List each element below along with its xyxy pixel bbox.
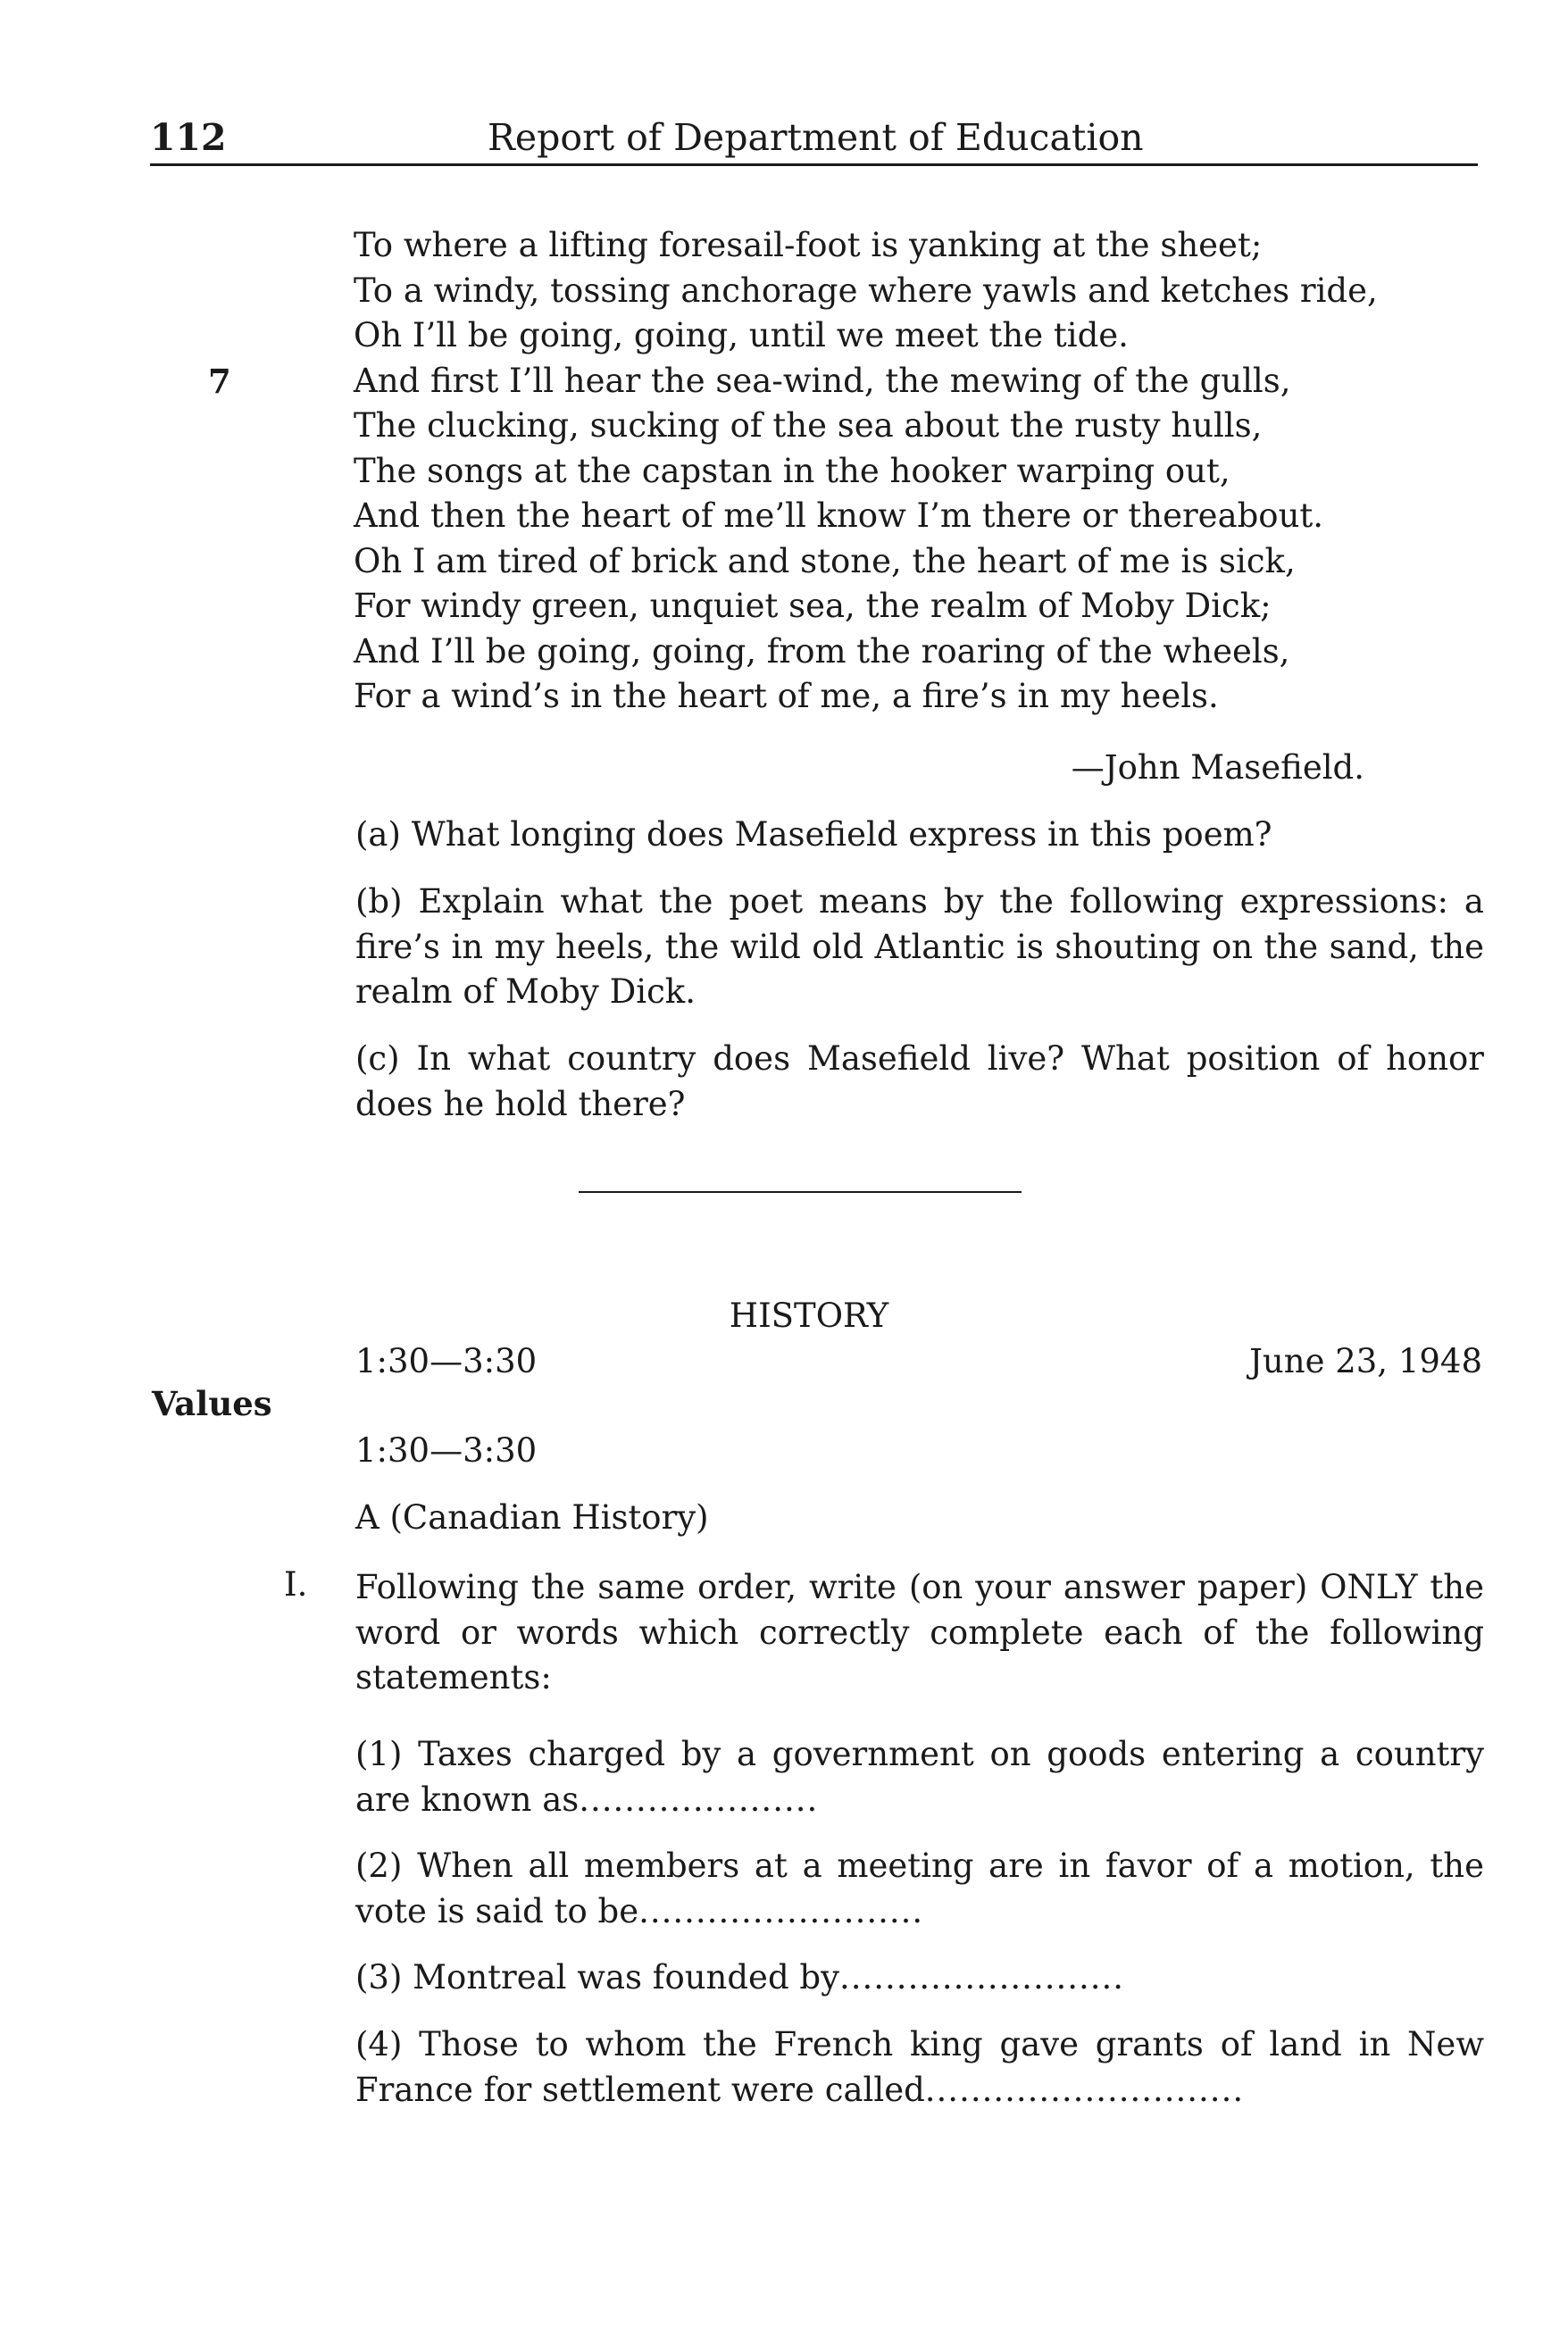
answer-blank: .................... <box>579 1780 807 1819</box>
section-divider <box>579 1191 1022 1193</box>
header-rule <box>150 163 1478 166</box>
answer-blank: ........................ <box>638 1891 913 1930</box>
question-instruction: Following the same order, write (on your answer paper) ONLY the word or words which correctly complete each of the following statements: <box>355 1568 1484 1697</box>
item-text: (4) Those to whom the French king gave grants of land in New France for settlement were called <box>355 2025 1484 2109</box>
poem-line: And then the heart of me’ll know I’m there or thereabout. <box>354 496 1324 535</box>
item-text: (1) Taxes charged by a government on goods entering a country are known as <box>355 1735 1484 1819</box>
poem-line: And first I’ll hear the sea-wind, the mewing of the gulls, <box>354 361 1291 400</box>
poem-line: And I’ll be going, going, from the roaring of the wheels, <box>354 631 1290 671</box>
answer-blank: ........................... <box>924 2070 1233 2109</box>
poem-attribution: —John Masefield. <box>1071 748 1364 787</box>
question-number: I. <box>284 1565 308 1604</box>
poem-line: Oh I am tired of brick and stone, the heart of me is sick, <box>354 541 1296 580</box>
section-title: HISTORY <box>729 1296 889 1335</box>
fill-in-item: (3) Montreal was founded by......................... <box>355 1958 1124 1997</box>
exam-time: 1:30—3:30 <box>355 1342 538 1380</box>
item-text: (2) When all members at a meeting are in favor of a motion, the vote is said to be <box>355 1847 1484 1930</box>
subsection-title: A (Canadian History) <box>355 1498 709 1537</box>
poem-line: For windy green, unquiet sea, the realm of Moby Dick; <box>354 587 1272 625</box>
stanza-number: 7 <box>208 362 231 401</box>
poem-line: The songs at the capstan in the hooker warping out, <box>354 451 1230 490</box>
exam-date: June 23, 1948 <box>1249 1342 1482 1380</box>
question-a: (a) What longing does Masefield express in this poem? <box>355 815 1272 854</box>
poem-line: To where a lifting foresail-foot is yanking at the sheet; <box>354 226 1263 264</box>
running-title: Report of Department of Education <box>488 116 1144 159</box>
item-text: (3) Montreal was founded by <box>355 1958 839 1997</box>
page-number: 112 <box>150 116 227 159</box>
values-label: Values <box>152 1384 272 1423</box>
fill-in-item: (2) When all members at a meeting are in favor of a motion, the vote is said to be......................... <box>355 1847 1484 1930</box>
poem-line: The clucking, sucking of the sea about the rusty hulls, <box>354 406 1263 445</box>
poem-line: To a windy, tossing anchorage where yawls and ketches ride, <box>354 271 1378 310</box>
exam-time-repeat: 1:30—3:30 <box>355 1431 538 1470</box>
fill-in-item: (1) Taxes charged by a government on goods entering a country are known as..................... <box>355 1735 1484 1819</box>
poem-line: For a wind’s in the heart of me, a fire’s in my heels. <box>354 677 1219 715</box>
fill-in-item: (4) Those to whom the French king gave grants of land in New France for settlement were called............................ <box>355 2025 1484 2109</box>
answer-blank: ........................ <box>839 1958 1113 1997</box>
poem <box>354 223 1378 720</box>
poem-line: Oh I’ll be going, going, until we meet the tide. <box>354 316 1129 354</box>
question-b: (b) Explain what the poet means by the following expressions: a fire’s in my heels, the wild old Atlantic is shouting on the sand, the realm of Moby Dick. <box>355 882 1484 1011</box>
question-c: (c) In what country does Masefield live? What position of honor does he hold there? <box>355 1039 1484 1123</box>
